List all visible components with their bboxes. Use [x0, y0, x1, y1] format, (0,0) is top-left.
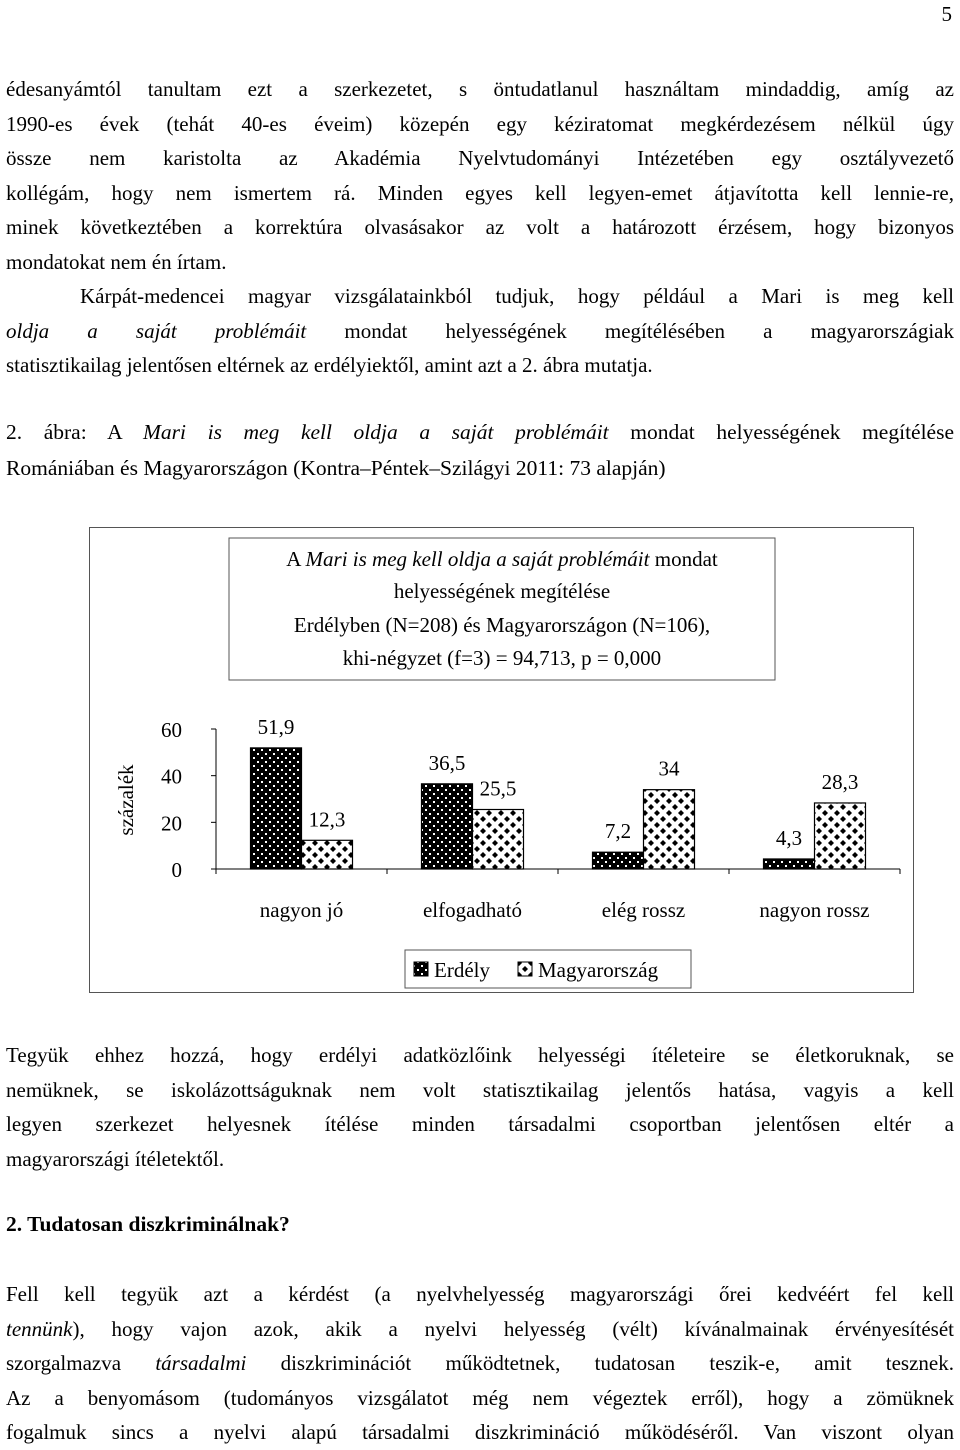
x-tick-label: nagyon rossz [759, 898, 870, 922]
text-line: minek következtében a korrektúra olvasásakor az volt a határozott érzésem, hogy bizonyos [6, 215, 954, 239]
text-line: fogalmuk sincs a nyelvi alapú társadalmi diszkrimináció működéséről. Van viszont olyan [6, 1420, 954, 1444]
data-label: 25,5 [479, 776, 517, 801]
y-tick-label: 40 [161, 764, 182, 789]
legend-label-erdely: Erdély [434, 958, 490, 982]
caption-line: Romániában és Magyarországon (Kontra–Péntek–Szilágyi 2011: 73 alapján) [6, 456, 666, 480]
legend-label-magyarorszag: Magyarország [538, 958, 659, 982]
caption-italic: Mari is meg kell oldja a saját problémáit [143, 420, 609, 444]
paragraph-4 [6, 1277, 954, 1450]
text-line: statisztikailag jelentősen eltérnek az erdélyiektől, amint azt a 2. ábra mutatja. [6, 353, 653, 377]
chart-title-box [229, 538, 775, 680]
italic-word: tennünk [6, 1316, 73, 1341]
text-span: ), hogy vajon azok, akik a nyelvi helyesség (vélt) kívánalmainak érvényesítését [72, 1316, 954, 1341]
text-line: Fell kell tegyük azt a kérdést (a nyelvhelyesség magyarországi őrei kedvéért fel kell [6, 1282, 954, 1306]
y-axis-label: százalék [114, 764, 138, 836]
text-span: diszkriminációt működtetnek, tudatosan teszik-e, amit tesznek. [246, 1351, 955, 1375]
text-span: szorgalmazva [6, 1351, 156, 1375]
data-label: 28,3 [821, 769, 859, 794]
legend-swatch-erdely [414, 962, 428, 976]
chart-title-line: Erdélyben (N=208) és Magyarországon (N=106), [293, 613, 711, 637]
chart-title-line: helyességének megítélése [393, 579, 611, 603]
y-tick-label: 60 [161, 718, 182, 742]
y-tick-label: 0 [171, 858, 182, 882]
text-line: össze nem karistolta az Akadémia Nyelvtudományi Intézetében egy osztályvezető [6, 146, 954, 170]
data-label: 51,9 [257, 714, 295, 739]
legend-swatch-magyarorszag [518, 962, 532, 976]
caption-suffix: mondat helyességének megítélése [608, 420, 955, 444]
text-line: kollégám, hogy nem ismertem rá. Minden egyes kell legyen-emet átjavította kell lennie-re, [6, 180, 954, 205]
text-line: Az a benyomásom (tudományos vizsgálatot még nem végeztek erről), hogy a zömüknek [6, 1385, 954, 1410]
text-line: legyen szerkezet helyesnek ítélése minden társadalmi csoportban jelentősen eltér a [6, 1112, 954, 1136]
x-tick-label: elfogadható [422, 898, 523, 922]
data-label: 34 [658, 756, 680, 781]
section-heading: 2. Tudatosan diszkriminálnak? [6, 1212, 290, 1236]
text-line: nemüknek, se iskolázottságuknak nem volt statisztikailag jelentős hatása, vagyis a kell [6, 1077, 954, 1102]
text-line: mondatokat nem én írtam. [6, 249, 227, 274]
text-line: 1990-es évek (tehát 40-es éveim) közepén egy kéziratomat megkérdezésem nélkül úgy [6, 111, 954, 136]
bar-magyarorszag [815, 803, 866, 869]
x-tick-label: nagyon jó [259, 898, 344, 922]
bar-erdely [422, 784, 473, 869]
data-label: 4,3 [775, 825, 803, 850]
chart-title-line [286, 547, 718, 571]
caption-prefix: 2. ábra: A [6, 420, 144, 444]
title-prefix: A [286, 547, 306, 571]
chart-title-line: khi-négyzet (f=3) = 94,713, p = 0,000 [342, 646, 662, 670]
x-tick-label: elég rossz [601, 898, 686, 922]
plot-area [161, 715, 900, 922]
example-sentence: oldja a saját problémáit [6, 318, 307, 343]
text-line: Tegyük ehhez hozzá, hogy erdélyi adatközlőink helyességi ítéleteire se életkoruknak, se [6, 1043, 954, 1067]
y-tick-label: 20 [161, 811, 182, 836]
text-line: Kárpát-medencei magyar vizsgálatainkból tudjuk, hogy például a Mari is meg kell [80, 284, 954, 308]
text-line [6, 1312, 954, 1347]
text-line: édesanyámtól tanultam ezt a szerkezetet, s öntudatlanul használtam mindaddig, amíg az [6, 77, 954, 101]
paragraph-3 [6, 1038, 954, 1176]
bar-erdely [593, 852, 644, 869]
text-line [6, 1346, 954, 1381]
text-line: magyarországi ítéletektől. [6, 1146, 225, 1171]
title-suffix: mondat [649, 547, 718, 571]
data-label: 12,3 [308, 807, 346, 832]
legend [405, 950, 691, 988]
bar-erdely [764, 859, 815, 869]
italic-word: társadalmi [155, 1351, 247, 1375]
bar-erdely [251, 748, 302, 869]
page-number: 5 [941, 2, 952, 26]
title-italic: Mari is meg kell oldja a saját problémáit [305, 547, 650, 571]
bar-magyarorszag [644, 790, 695, 869]
data-label: 7,2 [604, 819, 632, 844]
text-span: mondat helyességének megítélésében a magyarországiak [306, 318, 955, 343]
bar-magyarorszag [473, 810, 524, 870]
bar-magyarorszag [302, 840, 353, 869]
data-label: 36,5 [428, 750, 466, 775]
